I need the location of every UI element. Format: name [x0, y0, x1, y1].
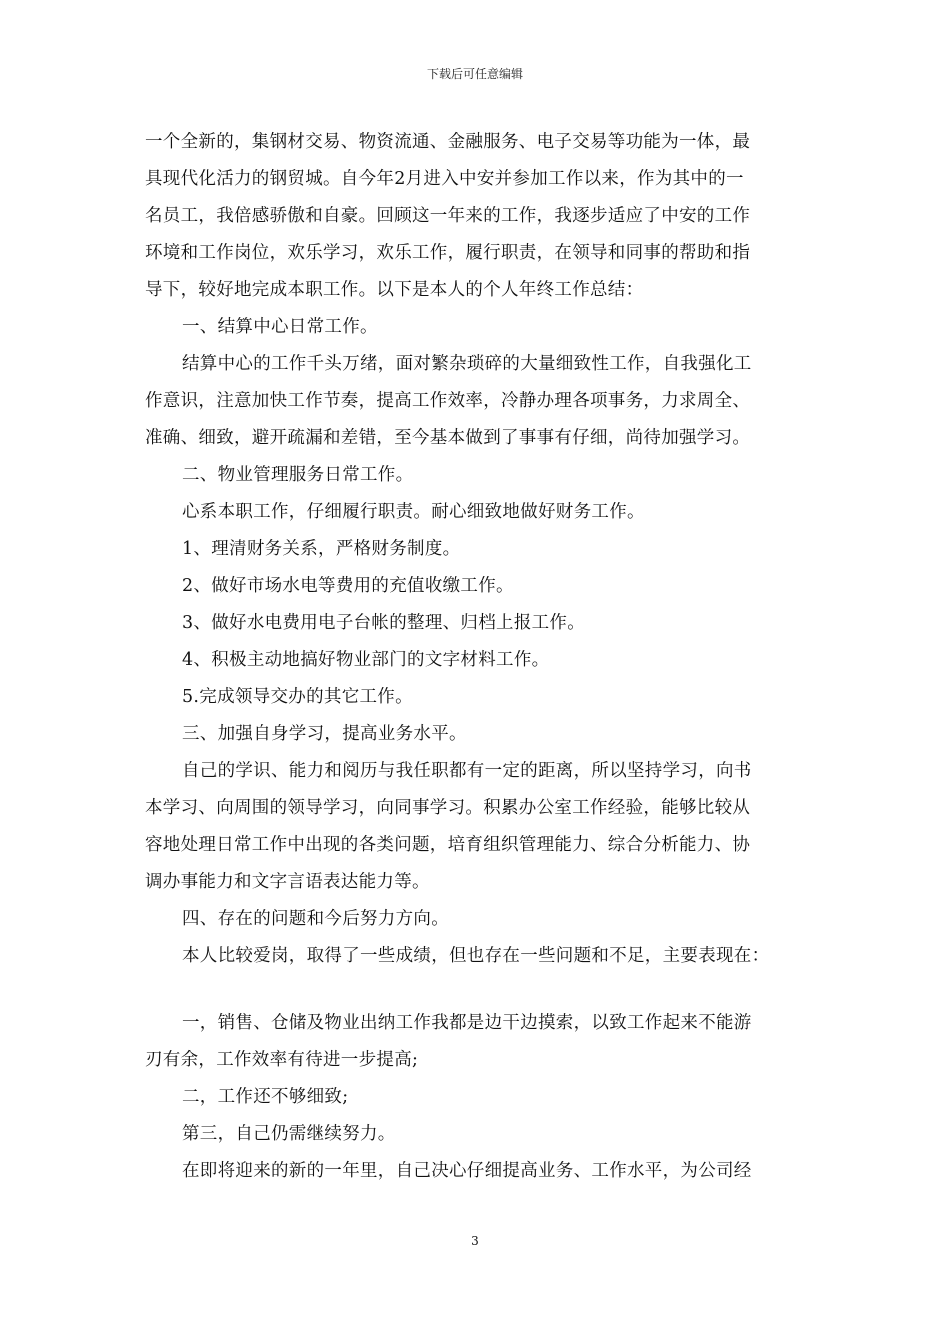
- text-line: 本人比较爱岗，取得了一些成绩，但也存在一些问题和不足，主要表现在：: [182, 946, 770, 966]
- text-line: 调办事能力和文字言语表达能力等。: [145, 872, 430, 892]
- text-line: 容地处理日常工作中出现的各类问题，培育组织管理能力、综合分析能力、协: [145, 835, 751, 855]
- text-line: 结算中心的工作千头万绪，面对繁杂琐碎的大量细致性工作，自我强化工: [182, 354, 752, 374]
- list-item: 1、理清财务关系，严格财务制度。: [182, 539, 461, 559]
- text-line: 一个全新的，集钢材交易、物资流通、金融服务、电子交易等功能为一体，最: [145, 132, 751, 152]
- text-line: 环境和工作岗位，欢乐学习，欢乐工作，履行职责，在领导和同事的帮助和指: [145, 243, 751, 263]
- document-body: [145, 124, 810, 1190]
- text-line: 导下，较好地完成本职工作。以下是本人的个人年终工作总结：: [145, 280, 644, 300]
- list-item: 4、积极主动地搞好物业部门的文字材料工作。: [182, 650, 550, 670]
- section-heading: 三、加强自身学习，提高业务水平。: [182, 724, 467, 744]
- text-line: 名员工，我倍感骄傲和自豪。回顾这一年来的工作，我逐步适应了中安的工作: [145, 206, 751, 226]
- list-item: 5.完成领导交办的其它工作。: [182, 687, 413, 707]
- page-number: 3: [471, 1234, 479, 1248]
- text-line: 心系本职工作，仔细履行职责。耐心细致地做好财务工作。: [182, 502, 645, 522]
- text-line: 自己的学识、能力和阅历与我任职都有一定的距离，所以坚持学习，向书: [182, 761, 752, 781]
- text-line: 第三，自己仍需继续努力。: [182, 1124, 396, 1144]
- text-line: 本学习、向周围的领导学习，向同事学习。积累办公室工作经验，能够比较从: [145, 798, 751, 818]
- text-line: 作意识，注意加快工作节奏，提高工作效率，冷静办理各项事务，力求周全、: [145, 391, 751, 411]
- text-line: 二，工作还不够细致;: [182, 1087, 349, 1107]
- text-line: 准确、细致，避开疏漏和差错，至今基本做到了事事有仔细，尚待加强学习。: [145, 428, 751, 448]
- section-heading: 一、结算中心日常工作。: [182, 317, 378, 337]
- paragraph-gap: [145, 975, 810, 1005]
- list-item: 3、做好水电费用电子台帐的整理、归档上报工作。: [182, 613, 586, 633]
- text-line: 刃有余，工作效率有待进一步提高;: [145, 1050, 419, 1070]
- section-heading: 二、物业管理服务日常工作。: [182, 465, 414, 485]
- text-line: 一，销售、仓储及物业出纳工作我都是边干边摸索，以致工作起来不能游: [182, 1013, 752, 1033]
- text-line: 具现代化活力的钢贸城。自今年2月进入中安并参加工作以来，作为其中的一: [145, 169, 744, 189]
- list-item: 2、做好市场水电等费用的充值收缴工作。: [182, 576, 514, 596]
- page-header: 下载后可任意编辑: [426, 67, 523, 81]
- text-line: 在即将迎来的新的一年里，自己决心仔细提高业务、工作水平，为公司经: [182, 1161, 752, 1181]
- section-heading: 四、存在的问题和今后努力方向。: [182, 909, 449, 929]
